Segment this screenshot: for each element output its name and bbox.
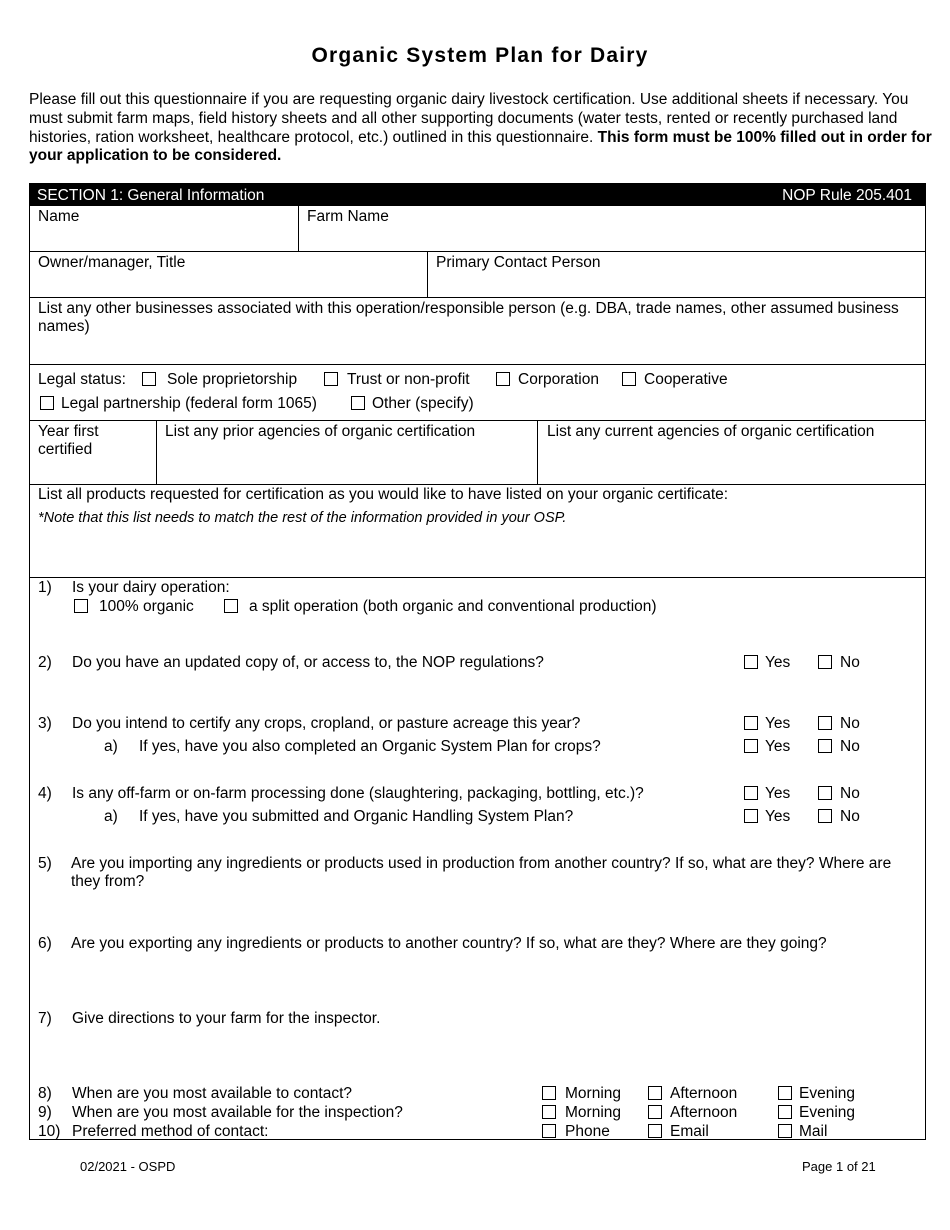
legal-partnership-checkbox[interactable] [40, 396, 54, 410]
column-divider [537, 420, 538, 484]
section-label: SECTION 1: General Information [37, 187, 265, 204]
name-field[interactable]: Name [38, 208, 80, 225]
q6-text: Are you exporting any ingredients or products to another country? If so, what are they? Where are they going? [71, 935, 827, 952]
products-note: *Note that this list needs to match the rest of the information provided in your OSP. [38, 510, 567, 526]
q8-morning-checkbox[interactable] [542, 1086, 556, 1100]
q4-yes-label: Yes [765, 785, 791, 802]
row-divider [29, 577, 926, 578]
q4a-no-label: No [840, 808, 860, 825]
q2-text: Do you have an updated copy of, or access to, the NOP regulations? [72, 654, 544, 671]
q4a-yes-label: Yes [765, 808, 791, 825]
other-businesses-field[interactable]: List any other businesses associated with this operation/responsible person (e.g. DBA, trade names, other assumed business names) [38, 300, 899, 335]
q10-mail-label: Mail [799, 1123, 828, 1140]
q3a-no-checkbox[interactable] [818, 739, 832, 753]
q4-number: 4) [38, 785, 52, 802]
current-agencies-field[interactable]: List any current agencies of organic certification [547, 423, 875, 440]
primary-contact-field[interactable]: Primary Contact Person [436, 254, 601, 271]
intro-text: Please fill out this questionnaire if you are requesting organic dairy livestock certification. Use additional sheets if necessary. You must submit farm maps, field history sheets and all other supporting documents (water tests, rented or recently purchased land histories, ration worksheet, healthcare protocol, etc.) outlined in this questionnaire. [29, 91, 909, 146]
section-rule: NOP Rule 205.401 [782, 187, 912, 204]
sole-proprietorship-label: Sole proprietorship [167, 371, 298, 388]
q4-yes-checkbox[interactable] [744, 786, 758, 800]
q9-text: When are you most available for the inspection? [72, 1104, 403, 1121]
q4a-no-checkbox[interactable] [818, 809, 832, 823]
q4-no-checkbox[interactable] [818, 786, 832, 800]
q3-no-checkbox[interactable] [818, 716, 832, 730]
owner-title-field[interactable]: Owner/manager, Title [38, 254, 186, 271]
q10-email-checkbox[interactable] [648, 1124, 662, 1138]
q8-afternoon-label: Afternoon [670, 1085, 738, 1102]
trust-nonprofit-label: Trust or non-profit [347, 371, 470, 388]
q6-number: 6) [38, 935, 52, 952]
intro-paragraph [29, 91, 934, 166]
q10-number: 10) [38, 1123, 61, 1140]
q9-evening-label: Evening [799, 1104, 856, 1121]
sole-proprietorship-checkbox[interactable] [142, 372, 156, 386]
intro-bold-text: This form must be 100% filled out in order for your application to be considered. [29, 128, 932, 165]
q7-number: 7) [38, 1010, 52, 1027]
q8-evening-label: Evening [799, 1085, 856, 1102]
footer-version: 02/2021 - OSPD [80, 1159, 176, 1174]
q3-text: Do you intend to certify any crops, cropland, or pasture acreage this year? [72, 715, 581, 732]
q10-text: Preferred method of contact: [72, 1123, 269, 1140]
q1-organic-checkbox[interactable] [74, 599, 88, 613]
column-divider [298, 206, 299, 251]
q3a-number: a) [104, 738, 118, 755]
q9-evening-checkbox[interactable] [778, 1105, 792, 1119]
q10-email-label: Email [670, 1123, 709, 1140]
q4a-yes-checkbox[interactable] [744, 809, 758, 823]
q3a-text: If yes, have you also completed an Organic System Plan for crops? [139, 738, 601, 755]
q4-text: Is any off-farm or on-farm processing done (slaughtering, packaging, bottling, etc.)? [72, 785, 644, 802]
q8-afternoon-checkbox[interactable] [648, 1086, 662, 1100]
q5-number: 5) [38, 855, 52, 872]
q8-number: 8) [38, 1085, 52, 1102]
q9-number: 9) [38, 1104, 52, 1121]
row-divider [29, 364, 926, 365]
corporation-label: Corporation [518, 371, 599, 388]
q8-morning-label: Morning [565, 1085, 621, 1102]
cooperative-label: Cooperative [644, 371, 728, 388]
trust-nonprofit-checkbox[interactable] [324, 372, 338, 386]
farm-name-field[interactable]: Farm Name [307, 208, 389, 225]
q5-text: Are you importing any ingredients or products used in production from another country? If so, what are they? Where are they from? [71, 855, 892, 890]
q2-no-checkbox[interactable] [818, 655, 832, 669]
q2-no-label: No [840, 654, 860, 671]
q1-split-label: a split operation (both organic and conventional production) [249, 598, 657, 615]
corporation-checkbox[interactable] [496, 372, 510, 386]
q8-text: When are you most available to contact? [72, 1085, 353, 1102]
q2-number: 2) [38, 654, 52, 671]
q8-evening-checkbox[interactable] [778, 1086, 792, 1100]
q2-yes-label: Yes [765, 654, 791, 671]
other-specify-checkbox[interactable] [351, 396, 365, 410]
row-divider [29, 484, 926, 485]
q9-afternoon-checkbox[interactable] [648, 1105, 662, 1119]
q3-yes-checkbox[interactable] [744, 716, 758, 730]
q2-yes-checkbox[interactable] [744, 655, 758, 669]
q10-mail-checkbox[interactable] [778, 1124, 792, 1138]
q1-split-checkbox[interactable] [224, 599, 238, 613]
q3a-yes-label: Yes [765, 738, 791, 755]
q3a-yes-checkbox[interactable] [744, 739, 758, 753]
row-divider [29, 420, 926, 421]
column-divider [427, 251, 428, 297]
legal-status-label: Legal status: [38, 371, 126, 388]
year-first-certified-field[interactable]: Year first certified [38, 423, 99, 458]
products-field[interactable]: List all products requested for certification as you would like to have listed on your organic certificate: [38, 486, 729, 503]
q10-phone-checkbox[interactable] [542, 1124, 556, 1138]
q4a-text: If yes, have you submitted and Organic Handling System Plan? [139, 808, 574, 825]
q3-no-label: No [840, 715, 860, 732]
section-header [29, 183, 926, 206]
q1-text: Is your dairy operation: [72, 579, 230, 596]
q10-phone-label: Phone [565, 1123, 610, 1140]
q4a-number: a) [104, 808, 118, 825]
prior-agencies-field[interactable]: List any prior agencies of organic certification [165, 423, 476, 440]
q1-organic-label: 100% organic [99, 598, 194, 615]
row-divider [29, 251, 926, 252]
q3-yes-label: Yes [765, 715, 791, 732]
footer-page-number: Page 1 of 21 [802, 1159, 876, 1174]
q1-number: 1) [38, 579, 52, 596]
page-title: Organic System Plan for Dairy [311, 44, 649, 67]
q7-text: Give directions to your farm for the inspector. [72, 1010, 381, 1027]
legal-partnership-label: Legal partnership (federal form 1065) [61, 395, 317, 412]
column-divider [156, 420, 157, 484]
q9-morning-label: Morning [565, 1104, 621, 1121]
q9-morning-checkbox[interactable] [542, 1105, 556, 1119]
row-divider [29, 297, 926, 298]
cooperative-checkbox[interactable] [622, 372, 636, 386]
other-specify-label: Other (specify) [372, 395, 474, 412]
q3-number: 3) [38, 715, 52, 732]
q3a-no-label: No [840, 738, 860, 755]
q9-afternoon-label: Afternoon [670, 1104, 738, 1121]
q4-no-label: No [840, 785, 860, 802]
